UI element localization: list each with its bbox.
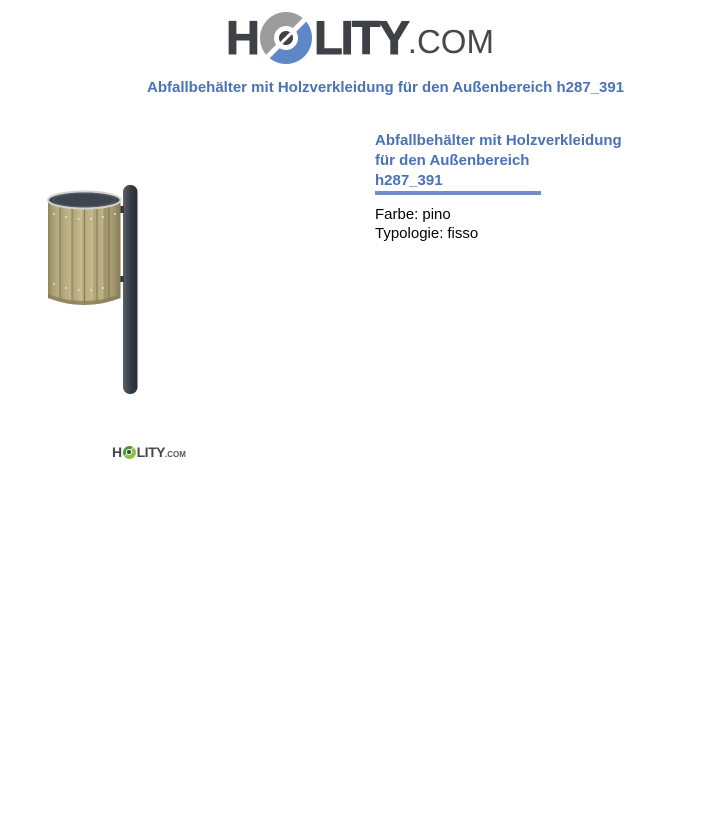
attribute-label: Typologie:	[375, 225, 444, 242]
watermark-o-core	[126, 449, 132, 455]
watermark-text-h: H	[112, 444, 122, 460]
page-title: Abfallbehälter mit Holzverkleidung für den Außenbereich h287_391	[147, 79, 625, 96]
logo-o-core-inner	[279, 31, 293, 45]
product-heading-line3: h287_391	[375, 172, 443, 189]
attribute-value: fisso	[447, 225, 479, 242]
holity-logo[interactable]	[0, 9, 720, 67]
logo-text-com: .COM	[407, 23, 494, 60]
waste-bin-graphic	[35, 170, 195, 410]
holity-split-circle-icon	[260, 12, 312, 64]
watermark-text-lity: LITY	[136, 444, 165, 460]
attribute-label: Farbe:	[375, 206, 419, 223]
watermark-split-circle-icon	[123, 446, 136, 459]
attribute-value: pino	[422, 206, 451, 223]
product-heading-line2: für den Außenbereich	[375, 152, 530, 169]
watermark-o-core-inner	[127, 450, 131, 454]
product-info	[375, 131, 660, 243]
watermark-logo	[112, 443, 186, 461]
attribute-list	[375, 205, 660, 243]
logo-o-core	[274, 26, 298, 50]
logo-text-h: H	[226, 11, 258, 64]
attribute-row-farbe	[375, 205, 660, 224]
product-image	[35, 170, 195, 470]
product-heading-line1: Abfallbehälter mit Holzverkleidung	[375, 132, 622, 149]
watermark-text-com: .COM	[164, 450, 186, 459]
heading-underline	[375, 191, 541, 195]
logo-text-lity: LITY	[313, 11, 408, 64]
attribute-row-typologie	[375, 224, 660, 243]
product-heading	[375, 131, 660, 191]
